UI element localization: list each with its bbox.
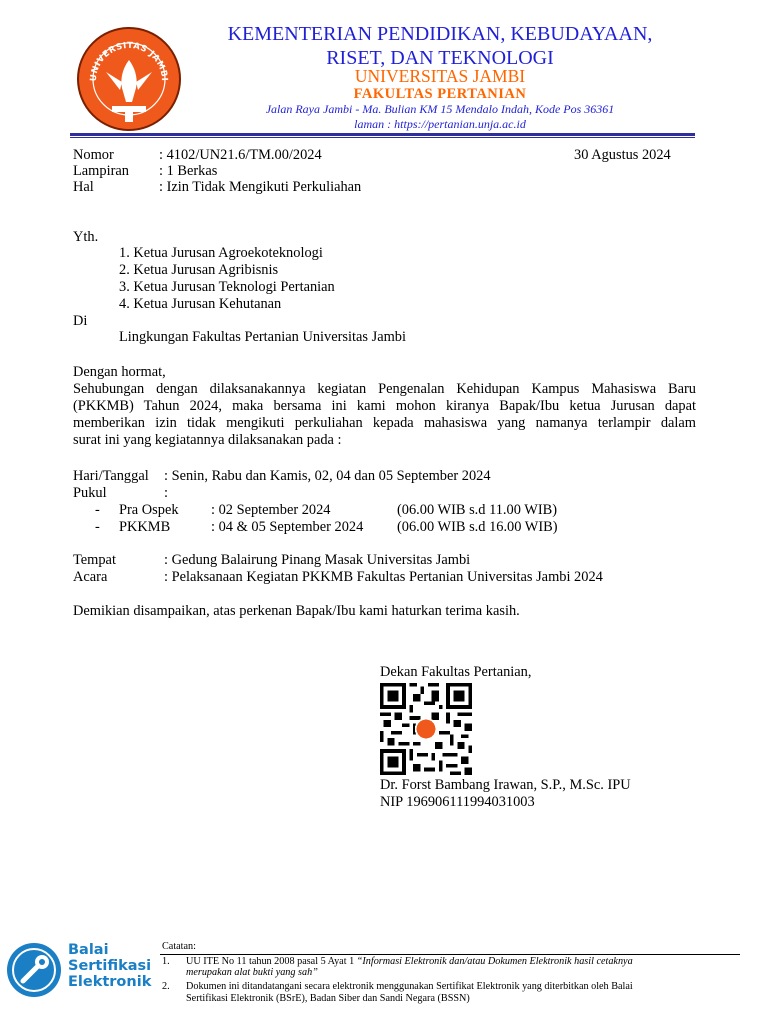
university-name: UNIVERSITAS JAMBI: [354, 66, 526, 86]
paragraph-line: Sehubungan dengan dilaksanakannya kegiatan Pengenalan Kehidupan Kampus Mahasiswa Baru: [73, 381, 696, 397]
letter-date: 30 Agustus 2024: [574, 147, 671, 163]
note-1-line-2: merupakan alat bukti yang sah”: [186, 967, 318, 978]
bsre-line: Sertifikasi: [68, 958, 152, 974]
signatory-name: Dr. Forst Bambang Irawan, S.P., M.Sc. IPU: [380, 777, 631, 793]
lampiran-value: : 1 Berkas: [159, 163, 218, 179]
bsre-brand: [68, 942, 151, 990]
note-number: 1.: [162, 956, 170, 967]
lampiran-row: [73, 163, 218, 180]
note-2-line-2: Sertifikasi Elektronik (BSrE), Badan Siber dan Sandi Negara (BSSN): [186, 993, 470, 1004]
pukul-value: :: [164, 485, 168, 501]
body-paragraph: [73, 381, 696, 449]
pukul-row: [73, 485, 168, 502]
paragraph-line: memberikan izin tidak mengikuti perkuliahan kepada mahasiswa yang namanya terlampir dalam: [73, 415, 696, 431]
lampiran-label: Lampiran: [73, 163, 129, 179]
hari-value: : Senin, Rabu dan Kamis, 02, 04 dan 05 September 2024: [164, 468, 491, 484]
note-1-prefix: UU ITE No 11 tahun 2008 pasal 5 Ayat 1: [186, 956, 357, 967]
nomor-value: : 4102/UN21.6/TM.00/2024: [159, 147, 322, 163]
schedule-time: (06.00 WIB s.d 16.00 WIB): [397, 519, 558, 535]
tempat-value: : Gedung Balairung Pinang Masak Universitas Jambi: [164, 552, 471, 568]
header-rule-thin: [70, 137, 695, 138]
recipient-item: 2. Ketua Jurusan Agribisnis: [119, 262, 279, 278]
bsre-line: Elektronik: [68, 974, 152, 990]
recipient-item: 3. Ketua Jurusan Teknologi Pertanian: [119, 279, 335, 295]
website: laman : https://pertanian.unja.ac.id: [354, 117, 526, 131]
catatan-label: Catatan:: [162, 941, 196, 952]
signature-title: Dekan Fakultas Pertanian,: [380, 664, 532, 680]
ministry-line-1: KEMENTERIAN PENDIDIKAN, KEBUDAYAAN,: [227, 23, 653, 45]
logo-text: UNIVERSITAS JAMBI: [88, 40, 170, 82]
acara-value: : Pelaksanaan Kegiatan PKKMB Fakultas Pertanian Universitas Jambi 2024: [164, 569, 603, 585]
hal-label: Hal: [73, 179, 94, 195]
university-logo: [76, 26, 182, 132]
recipient-location: Lingkungan Fakultas Pertanian Universitas Jambi: [119, 329, 406, 345]
hal-row: [73, 179, 362, 196]
schedule-name: Pra Ospek: [119, 502, 179, 518]
tempat-label: Tempat: [73, 552, 116, 568]
note-number: 2.: [162, 981, 170, 992]
address-block: [190, 102, 690, 132]
schedule-dash: -: [95, 519, 100, 535]
schedule-dash: -: [95, 502, 100, 518]
paragraph-line: surat ini yang kegiatannya dilaksanakan pada :: [73, 432, 342, 448]
acara-label: Acara: [73, 569, 108, 585]
faculty-name: FAKULTAS PERTANIAN: [353, 86, 527, 102]
hari-row: [73, 468, 491, 485]
closing-sentence: Demikian disampaikan, atas perkenan Bapak/Ibu kami haturkan terima kasih.: [73, 603, 520, 619]
yth: Yth.: [73, 229, 99, 245]
di-label: Di: [73, 313, 88, 329]
signatory-nip: NIP 196906111994031003: [380, 794, 535, 810]
footer-rule: [160, 954, 740, 955]
ministry-title: [190, 22, 690, 70]
nomor-row: [73, 147, 322, 164]
schedule-time: (06.00 WIB s.d 11.00 WIB): [397, 502, 558, 518]
nomor-label: Nomor: [73, 147, 114, 163]
tempat-row: [73, 552, 471, 569]
schedule-date: : 02 September 2024: [211, 502, 331, 518]
address: Jalan Raya Jambi - Ma. Bulian KM 15 Mendalo Indah, Kode Pos 36361: [265, 102, 615, 116]
paragraph-line: (PKKMB) Tahun 2024, maka bersama ini kami mohon kiranya Bapak/Ibu ketua Jurusan dapat: [73, 398, 696, 414]
schedule-date: : 04 & 05 September 2024: [211, 519, 364, 535]
salutation: Dengan hormat,: [73, 364, 166, 380]
bsre-line: Balai: [68, 942, 109, 958]
note-1-quote: “Informasi Elektronik dan/atau Dokumen Elektronik hasil cetaknya: [356, 956, 633, 967]
note-2-line-1: Dokumen ini ditandatangani secara elektronik menggunakan Sertifikat Elektronik yang diterbitkan oleh Balai: [186, 981, 633, 992]
schedule-name: PKKMB: [119, 519, 171, 535]
hari-label: Hari/Tanggal: [73, 468, 149, 484]
hal-value: : Izin Tidak Mengikuti Perkuliahan: [159, 179, 362, 195]
header-rule-thick: [70, 133, 695, 136]
qr-code-icon: [380, 683, 472, 775]
pukul-label: Pukul: [73, 485, 107, 501]
ministry-line-2: RISET, DAN TEKNOLOGI: [326, 47, 554, 69]
bsre-logo-icon: [4, 940, 64, 1000]
acara-row: [73, 569, 603, 586]
recipient-item: 1. Ketua Jurusan Agroekoteknologi: [119, 245, 323, 261]
recipient-item: 4. Ketua Jurusan Kehutanan: [119, 296, 282, 312]
